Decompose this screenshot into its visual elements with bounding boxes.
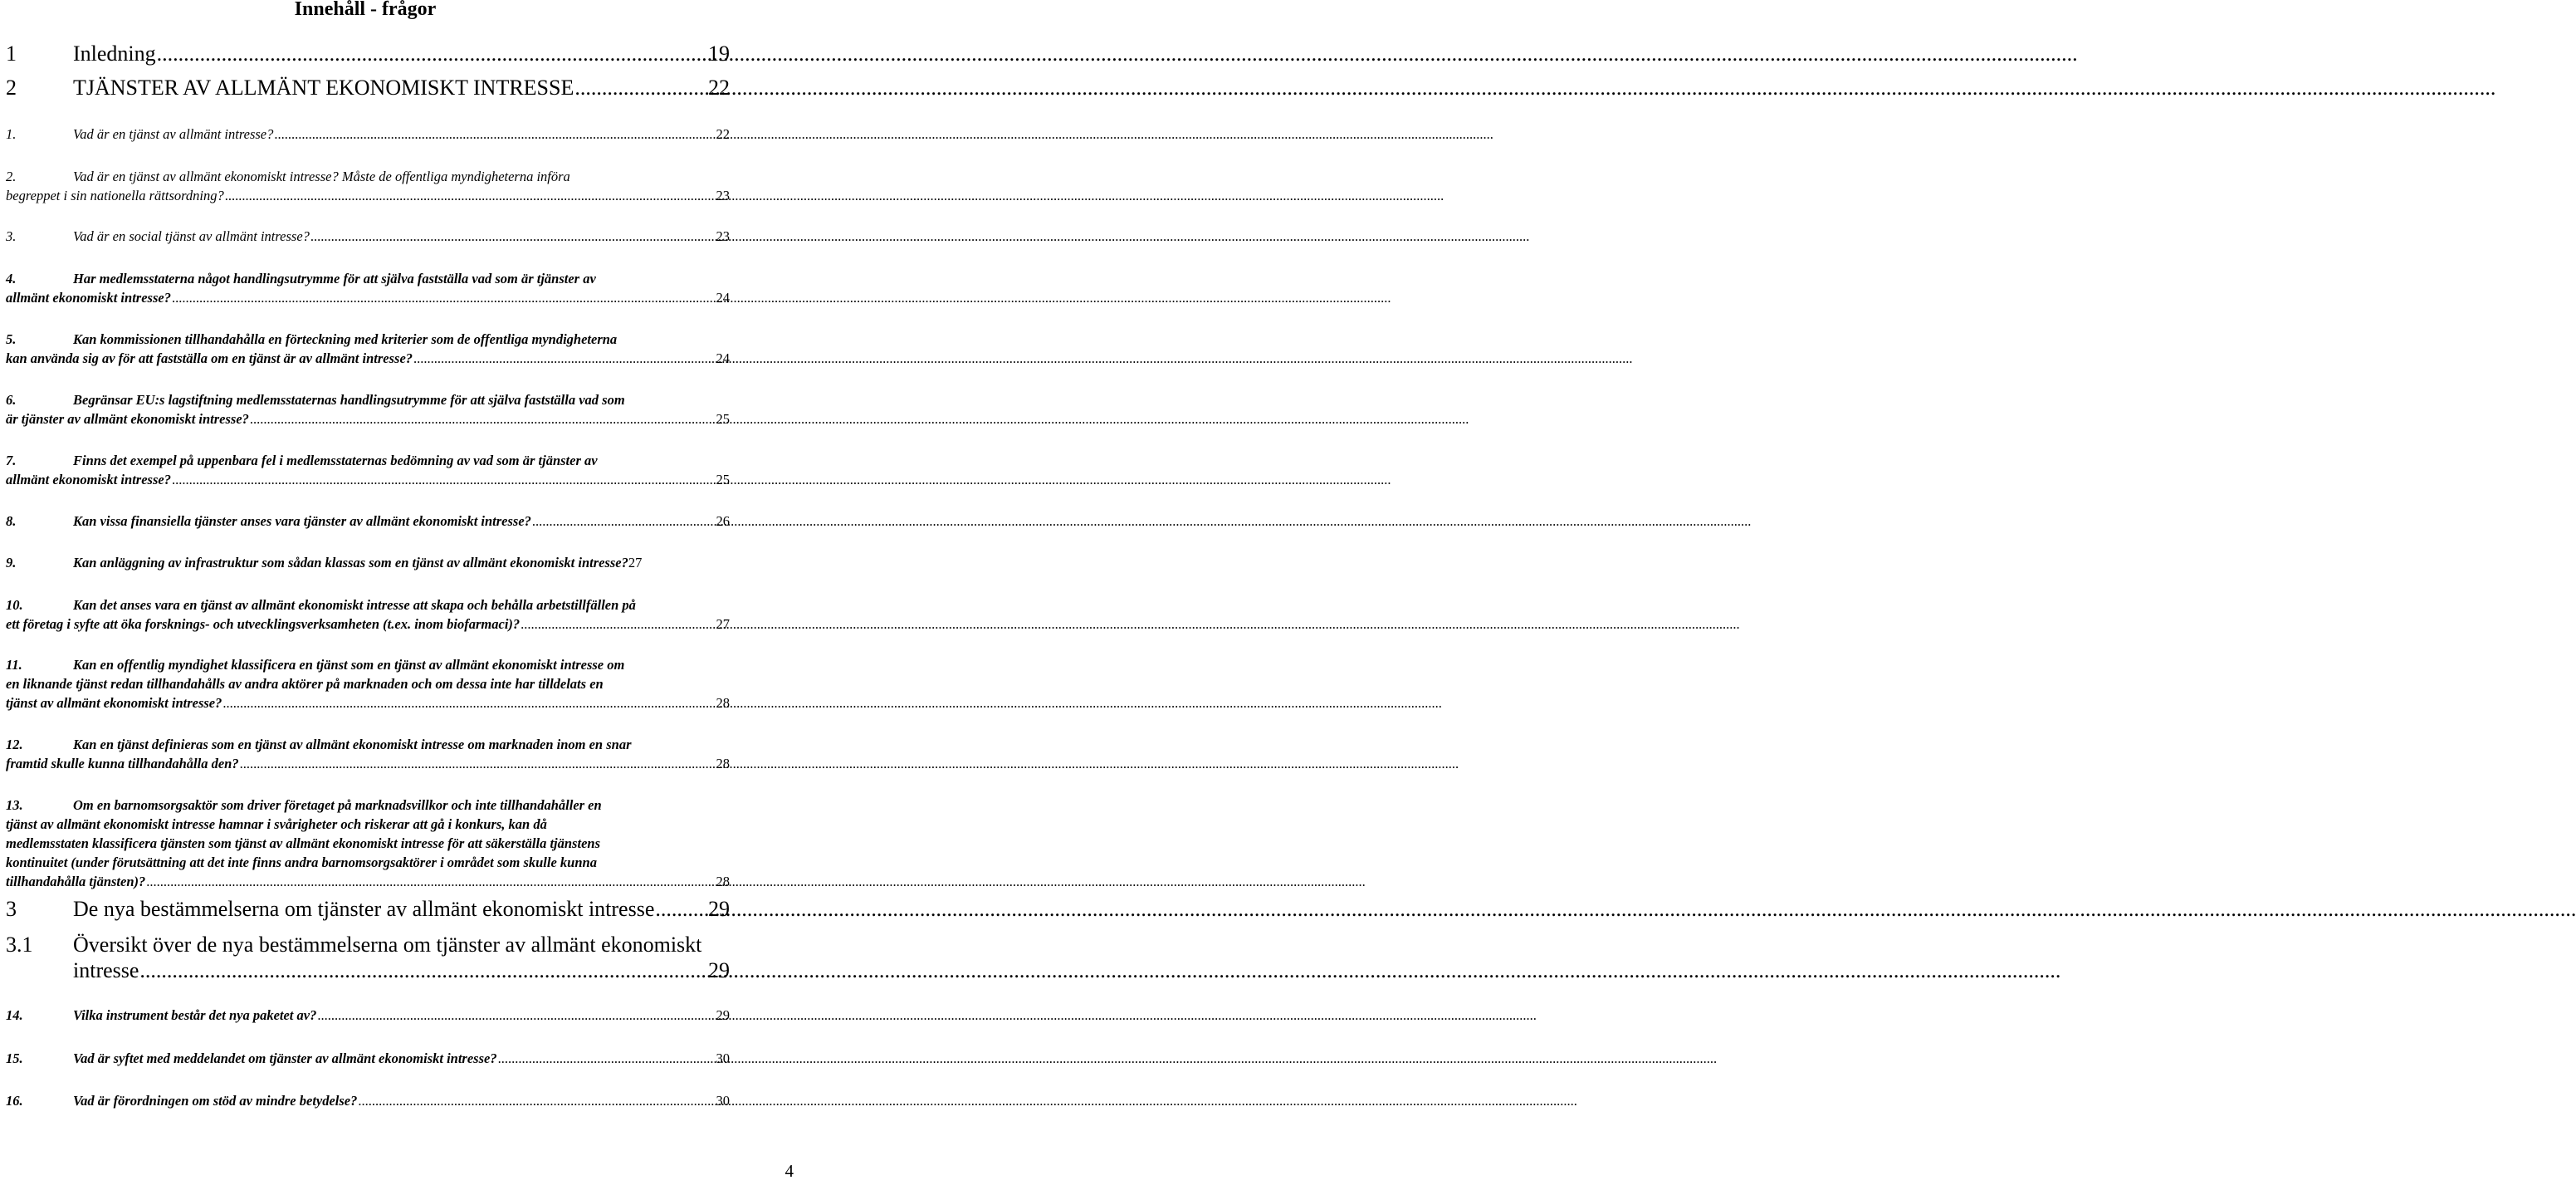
toc-question-2-line1[interactable] bbox=[6, 169, 730, 185]
toc-text: medlemsstaten klassificera tjänsten som tjänst av allmänt ekonomiskt intresse för att säkerställa tjänstens bbox=[6, 835, 600, 851]
toc-text: Kan det anses vara en tjänst av allmänt ekonomiskt intresse att skapa och behålla arbetstillfällen på bbox=[73, 597, 636, 613]
toc-question-9[interactable] bbox=[6, 555, 730, 571]
toc-question-4[interactable] bbox=[6, 290, 730, 306]
toc-text: Har medlemsstaterna något handlingsutrymme för att själva fastställa vad som är tjänster av bbox=[73, 271, 596, 286]
toc-question-13[interactable] bbox=[6, 874, 730, 890]
toc-page: 19 bbox=[708, 42, 730, 66]
toc-question-12-line1[interactable] bbox=[6, 737, 730, 753]
toc-text: Vad är syftet med meddelandet om tjänster av allmänt ekonomiskt intresse? bbox=[73, 1050, 497, 1066]
toc-question-15[interactable] bbox=[6, 1050, 730, 1067]
toc-text: kontinuitet (under förutsättning att det inte finns andra barnomsorgsaktörer i området som skulle kunna bbox=[6, 854, 597, 870]
toc-leader bbox=[358, 1093, 715, 1109]
toc-page: 23 bbox=[716, 188, 730, 203]
toc-entry-3-1[interactable] bbox=[73, 958, 730, 983]
toc-leader bbox=[146, 874, 715, 890]
toc-text: en liknande tjänst redan tillhandahålls av andra aktörer på marknaden och om dessa inte har tilldelats en bbox=[6, 676, 604, 692]
toc-text: tjänst av allmänt ekonomiskt intresse hamnar i svårigheter och riskerar att gå i konkurs, kan då bbox=[6, 816, 547, 832]
toc-page: 28 bbox=[716, 874, 730, 889]
toc-leader bbox=[139, 958, 707, 983]
toc-num: 14. bbox=[6, 1007, 23, 1023]
toc-question-13-line4[interactable] bbox=[6, 854, 730, 871]
toc-entry-1[interactable] bbox=[6, 42, 730, 66]
toc-leader bbox=[250, 411, 716, 428]
toc-leader bbox=[498, 1050, 716, 1067]
toc-question-13-line3[interactable] bbox=[6, 835, 730, 852]
toc-text: allmänt ekonomiskt intresse? bbox=[6, 290, 171, 306]
toc-num: 8. bbox=[6, 513, 17, 529]
toc-question-11-line1[interactable] bbox=[6, 657, 730, 673]
toc-question-1[interactable] bbox=[6, 126, 730, 143]
toc-question-6-line1[interactable] bbox=[6, 392, 730, 409]
toc-num: 4. bbox=[6, 271, 17, 286]
toc-page: 28 bbox=[716, 695, 730, 711]
toc-question-3[interactable] bbox=[6, 228, 730, 245]
toc-leader bbox=[310, 228, 716, 245]
toc-question-8[interactable] bbox=[6, 513, 730, 530]
toc-question-7[interactable] bbox=[6, 472, 730, 488]
toc-question-5-line1[interactable] bbox=[6, 331, 730, 348]
toc-question-5[interactable] bbox=[6, 350, 730, 367]
toc-num: 2. bbox=[6, 169, 17, 184]
toc-num: 7. bbox=[6, 453, 17, 468]
toc-page: 27 bbox=[716, 616, 730, 632]
toc-question-11-line2[interactable] bbox=[6, 676, 730, 693]
toc-page: 26 bbox=[716, 513, 730, 529]
toc-leader bbox=[240, 756, 716, 772]
toc-question-2[interactable] bbox=[6, 188, 730, 204]
toc-leader bbox=[574, 76, 707, 100]
toc-page: 25 bbox=[716, 472, 730, 487]
toc-num: 2 bbox=[6, 76, 17, 100]
toc-num: 3 bbox=[6, 897, 17, 921]
toc-text: allmänt ekonomiskt intresse? bbox=[6, 472, 171, 487]
toc-page: 27 bbox=[628, 555, 643, 570]
toc-num: 1. bbox=[6, 126, 17, 142]
toc-num: 6. bbox=[6, 392, 17, 408]
toc-num: 16. bbox=[6, 1093, 23, 1109]
toc-page: 30 bbox=[716, 1093, 730, 1109]
toc-question-6[interactable] bbox=[6, 411, 730, 428]
page-title: Innehåll - frågor bbox=[294, 0, 437, 20]
toc-text: Kan vissa finansiella tjänster anses vara tjänster av allmänt ekonomiskt intresse? bbox=[73, 513, 531, 529]
toc-text: begreppet i sin nationella rättsordning? bbox=[6, 188, 224, 203]
toc-num: 15. bbox=[6, 1050, 23, 1066]
toc-num: 5. bbox=[6, 331, 17, 347]
toc-entry-3-1-line1[interactable] bbox=[6, 933, 730, 957]
toc-text: är tjänster av allmänt ekonomiskt intresse? bbox=[6, 411, 249, 427]
toc-text: Finns det exempel på uppenbara fel i medlemsstaternas bedömning av vad som är tjänster av bbox=[73, 453, 598, 468]
toc-page: 24 bbox=[716, 350, 730, 366]
toc-question-16[interactable] bbox=[6, 1093, 730, 1109]
toc-text: Kan en offentlig myndighet klassificera en tjänst som en tjänst av allmänt ekonomiskt intresse om bbox=[73, 657, 625, 673]
toc-num: 9. bbox=[6, 555, 17, 570]
toc-text: tillhandahålla tjänsten)? bbox=[6, 874, 146, 889]
toc-page: 28 bbox=[716, 756, 730, 771]
toc-leader bbox=[274, 126, 715, 143]
toc-page: 24 bbox=[716, 290, 730, 306]
toc-text: TJÄNSTER AV ALLMÄNT EKONOMISKT INTRESSE bbox=[73, 76, 574, 100]
page-number: 4 bbox=[785, 1161, 794, 1181]
toc-question-7-line1[interactable] bbox=[6, 453, 730, 469]
toc-leader bbox=[157, 42, 707, 66]
toc-num: 12. bbox=[6, 737, 23, 752]
toc-leader bbox=[172, 472, 716, 488]
toc-page: 22 bbox=[716, 126, 730, 142]
toc-text: De nya bestämmelserna om tjänster av allmänt ekonomiskt intresse bbox=[73, 897, 655, 921]
toc-text: ett företag i syfte att öka forsknings- och utvecklingsverksamheten (t.ex. inom biofarmaci)? bbox=[6, 616, 521, 632]
toc-leader bbox=[222, 695, 715, 712]
toc-question-10[interactable] bbox=[6, 616, 730, 633]
toc-leader bbox=[317, 1007, 715, 1024]
toc-text: tjänst av allmänt ekonomiskt intresse? bbox=[6, 695, 222, 711]
toc-page: 30 bbox=[716, 1050, 730, 1066]
toc-page: 25 bbox=[716, 411, 730, 427]
toc-question-4-line1[interactable] bbox=[6, 271, 730, 287]
toc-question-12[interactable] bbox=[6, 756, 730, 772]
toc-text: framtid skulle kunna tillhandahålla den? bbox=[6, 756, 239, 771]
toc-page: 22 bbox=[708, 76, 730, 100]
toc-text: Vad är förordningen om stöd av mindre betydelse? bbox=[73, 1093, 358, 1109]
toc-leader bbox=[532, 513, 716, 530]
toc-leader bbox=[521, 616, 715, 633]
toc-leader bbox=[413, 350, 715, 367]
toc-text: Begränsar EU:s lagstiftning medlemsstaternas handlingsutrymme för att själva fastställa vad som bbox=[73, 392, 625, 408]
toc-entry-2[interactable] bbox=[6, 76, 730, 100]
toc-text: intresse bbox=[73, 958, 139, 982]
toc-page: 23 bbox=[716, 228, 730, 244]
toc-text: Vad är en tjänst av allmänt ekonomiskt intresse? Måste de offentliga myndigheterna införa bbox=[73, 169, 570, 184]
toc-page: 29 bbox=[708, 897, 730, 921]
toc-num: 1 bbox=[6, 42, 17, 66]
toc-text: Kan en tjänst definieras som en tjänst av allmänt ekonomiskt intresse om marknaden inom en snar bbox=[73, 737, 632, 752]
toc-leader bbox=[172, 290, 716, 306]
toc-question-14[interactable] bbox=[6, 1007, 730, 1024]
toc-entry-3[interactable] bbox=[6, 897, 730, 922]
toc-num: 3. bbox=[6, 228, 17, 244]
toc-question-13-line2[interactable] bbox=[6, 816, 730, 833]
toc-page: 29 bbox=[716, 1007, 730, 1023]
toc-page: 29 bbox=[708, 958, 730, 982]
toc-text: Kan kommissionen tillhandahålla en förteckning med kriterier som de offentliga myndigheterna bbox=[73, 331, 618, 347]
toc-text: kan använda sig av för att fastställa om en tjänst är av allmänt intresse? bbox=[6, 350, 413, 366]
toc-text: Översikt över de nya bestämmelserna om tjänster av allmänt ekonomiskt bbox=[73, 933, 702, 957]
toc-text: Vad är en social tjänst av allmänt intresse? bbox=[73, 228, 310, 244]
toc-text: Inledning bbox=[73, 42, 156, 66]
toc-question-10-line1[interactable] bbox=[6, 597, 730, 614]
toc-text: Vilka instrument består det nya paketet av? bbox=[73, 1007, 317, 1023]
toc-num: 13. bbox=[6, 797, 23, 813]
toc-leader bbox=[655, 897, 707, 922]
toc-num: 10. bbox=[6, 597, 23, 613]
toc-text: Vad är en tjänst av allmänt intresse? bbox=[73, 126, 274, 142]
toc-num: 3.1 bbox=[6, 933, 33, 957]
toc-text: Kan anläggning av infrastruktur som sådan klassas som en tjänst av allmänt ekonomiskt intresse? bbox=[73, 555, 628, 570]
toc-leader bbox=[225, 188, 716, 204]
toc-question-13-line1[interactable] bbox=[6, 797, 730, 814]
toc-num: 11. bbox=[6, 657, 22, 673]
toc-question-11[interactable] bbox=[6, 695, 730, 712]
toc-text: Om en barnomsorgsaktör som driver företaget på marknadsvillkor och inte tillhandahåller en bbox=[73, 797, 602, 813]
